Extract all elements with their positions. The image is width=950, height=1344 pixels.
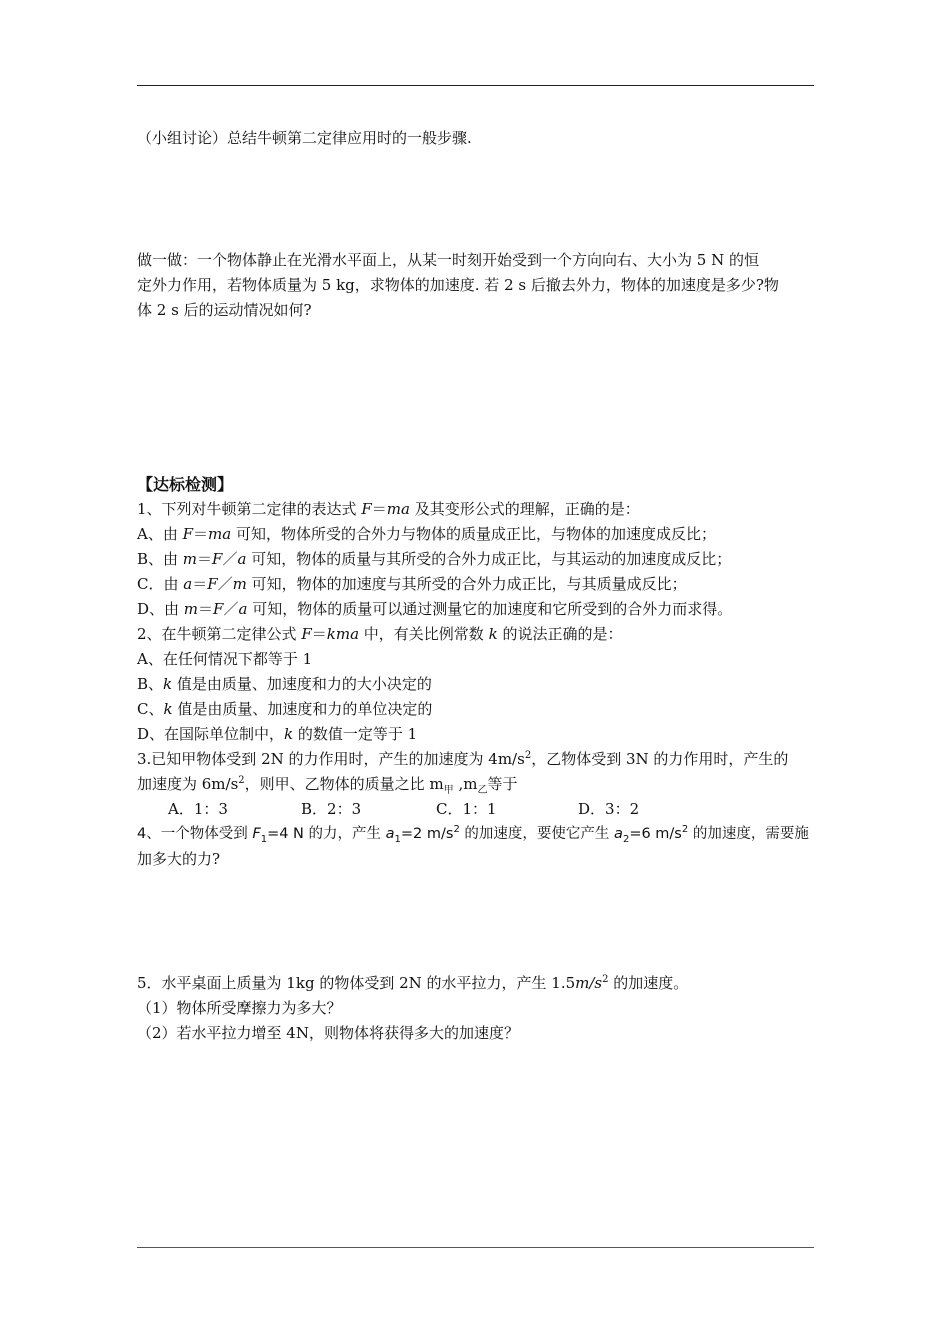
discussion-prompt: （小组讨论）总结牛顿第二定律应用时的一般步骤.	[137, 129, 472, 147]
try-it-line-3: 体 2 s 后的运动情况如何?	[137, 301, 312, 319]
q5-part-2: （2）若水平拉力增至 4N，则物体将获得多大的加速度？	[137, 1024, 519, 1042]
q1-option-a: A、由 F＝ma 可知，物体所受的合外力与物体的质量成正比，与物体的加速度成反比；	[137, 525, 716, 543]
header-rule	[137, 85, 814, 86]
q2-option-c: C、k 值是由质量、加速度和力的单位决定的	[137, 700, 433, 718]
q3-options	[168, 799, 848, 819]
q1-stem: 1、下列对牛顿第二定律的表达式 F＝ma 及其变形公式的理解，正确的是：	[137, 500, 640, 518]
try-it-line-2: 定外力作用，若物体质量为 5 kg，求物体的加速度. 若 2 s 后撤去外力，物体的加速度是多少?物	[137, 276, 779, 294]
q3-option-b: B．2：3	[301, 800, 362, 818]
q5-part-1: （1）物体所受摩擦力为多大？	[137, 999, 342, 1017]
section-title: 【达标检测】	[137, 475, 234, 494]
q3-line-2: 加速度为 $6m/s^2$，则甲、乙物体的质量之比 $m_甲$ $,m_乙$等于	[137, 775, 518, 796]
q4-line-1: 4、一个物体受到 $F_1=4$ N 的力，产生 $a_1=2$ $m/s^2$ 的加速度，要使它产生 $a_2=6$ $m/s^2$ 的加速度，需要施	[137, 824, 809, 845]
q2-option-b: B、k 值是由质量、加速度和力的大小决定的	[137, 675, 432, 693]
q2-option-d: D、在国际单位制中，k 的数值一定等于 1	[137, 725, 418, 743]
q3-option-d: D．3：2	[578, 800, 640, 818]
q1-option-c: C．由 a＝F／m 可知，物体的加速度与其所受的合外力成正比，与其质量成反比；	[137, 575, 687, 593]
q1-option-d: D、由 m＝F／a 可知，物体的质量可以通过测量它的加速度和它所受到的合外力而求得。	[137, 600, 733, 618]
q3-option-a: A．1：3	[168, 800, 228, 818]
q3-option-c: C．1：1	[436, 800, 497, 818]
q5-stem: 5．水平桌面上质量为 1kg 的物体受到 2N 的水平拉力，产生 $1.5m/s^2$ 的加速度。	[137, 974, 689, 992]
q3-line-1: 3.已知甲物体受到 2N 的力作用时，产生的加速度为 $4m/s^2$，乙物体受到 3N 的力作用时，产生的	[137, 750, 789, 768]
q1-option-b: B、由 m＝F／a 可知，物体的质量与其所受的合外力成正比，与其运动的加速度成反比；	[137, 550, 732, 568]
q2-option-a: A、在任何情况下都等于 1	[137, 650, 313, 668]
footer-rule	[137, 1247, 814, 1248]
try-it-line-1: 做一做：一个物体静止在光滑水平面上，从某一时刻开始受到一个方向向右、大小为 5 N 的恒	[137, 251, 759, 269]
q4-line-2: 加多大的力?	[137, 850, 221, 868]
q2-stem: 2、在牛顿第二定律公式 F＝kma 中，有关比例常数 k 的说法正确的是：	[137, 625, 623, 643]
